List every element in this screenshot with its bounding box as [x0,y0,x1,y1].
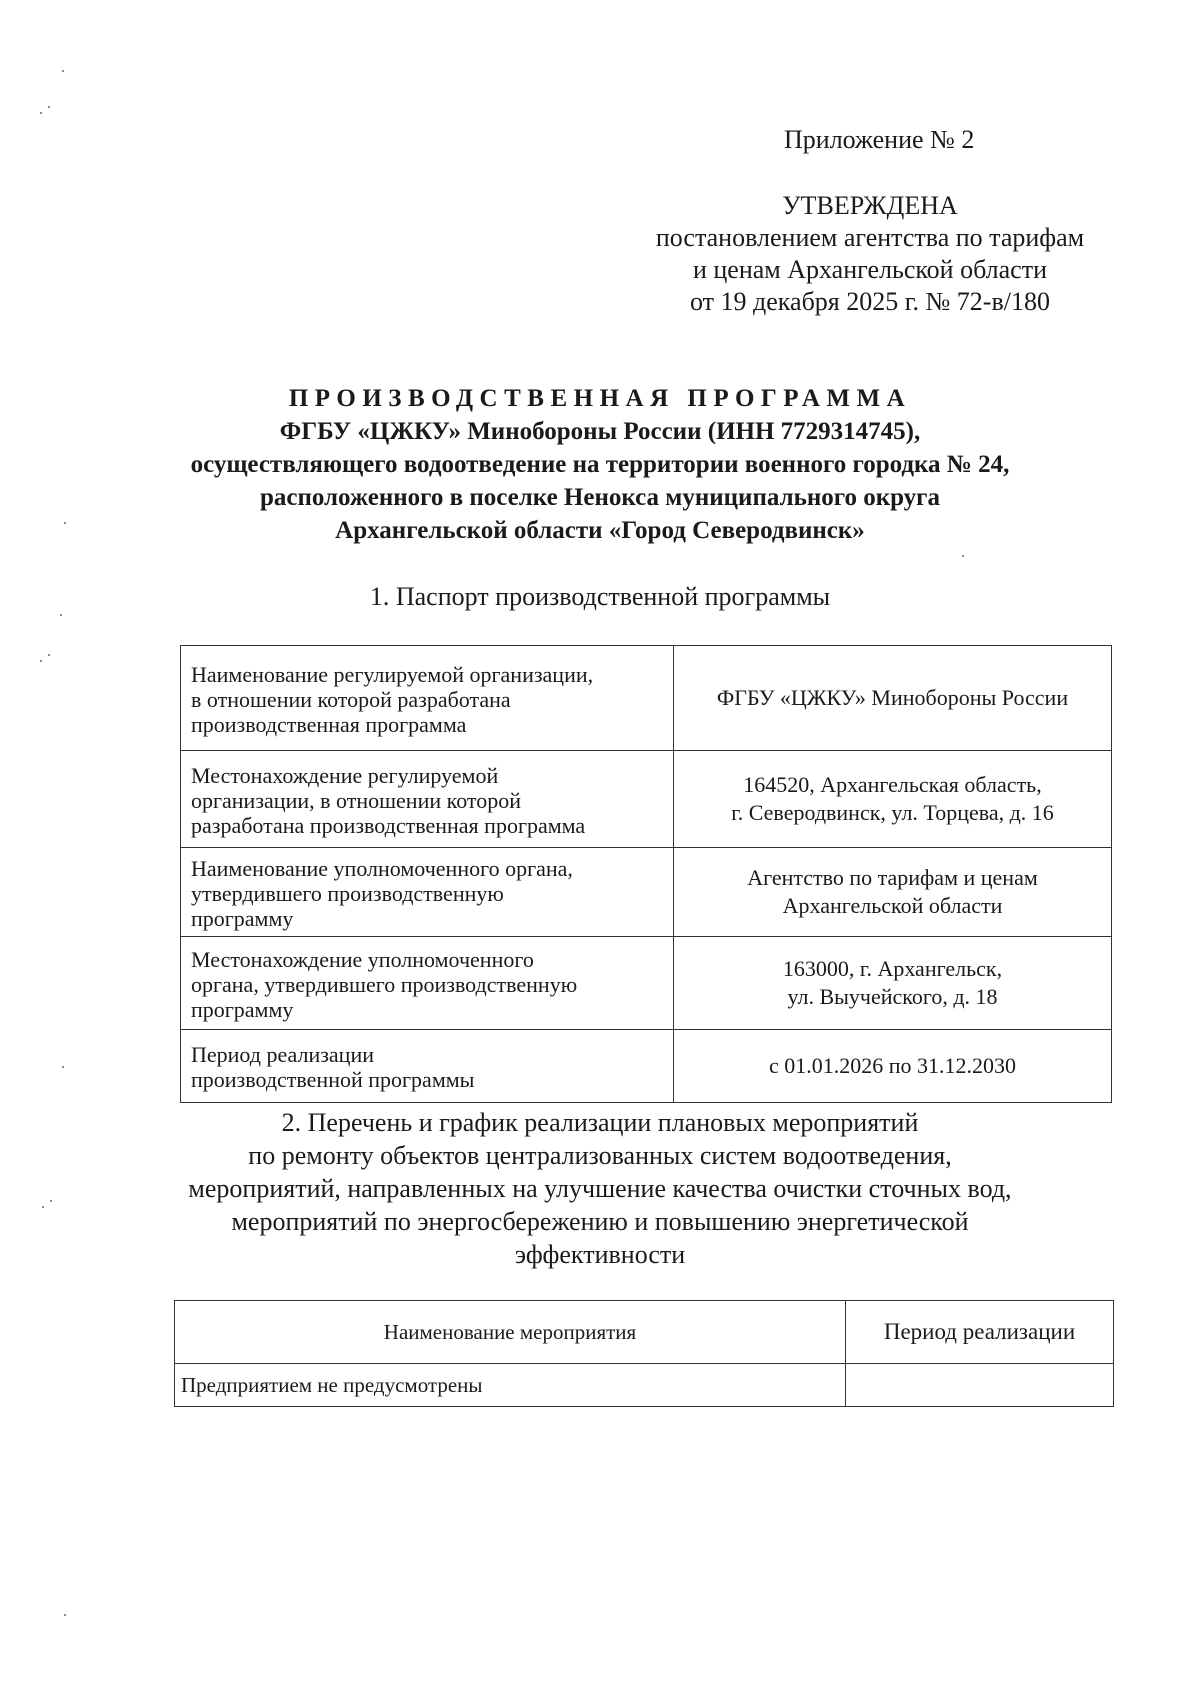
cell-text: Наименование уполномоченного органа, [191,855,573,881]
scan-speck [62,1066,64,1068]
scan-speck [62,70,64,72]
section-2-title-line: мероприятий, направленных на улучшение качества очистки сточных вод, [188,1174,1012,1203]
cell-text: Агентство по тарифам и ценам [747,865,1038,890]
cell-text: организации, в отношении которой [191,787,521,813]
scan-speck [64,522,66,524]
passport-label-cell [181,751,674,848]
cell-text: органа, утвердившего производственную [191,971,578,997]
cell-text: 164520, Архангельская область, [743,772,1042,797]
section-1-title-text: 1. Паспорт производственной программы [369,582,831,611]
scan-speck [50,1200,52,1202]
passport-value-cell [674,937,1112,1030]
section-2-title-line: эффективности [514,1240,686,1269]
title-line: Архангельской области «Город Северодвинск» [335,517,865,544]
cell-text: Наименование регулируемой организации, [191,661,594,687]
cell-text: утвердившего производственную [191,880,504,906]
scan-speck [40,660,42,662]
cell-text: производственной программы [191,1067,475,1092]
column-header-name: Наименование мероприятия [175,1301,846,1364]
scan-speck [60,614,62,616]
title-line: ПРОИЗВОДСТВЕННАЯ ПРОГРАММА [288,385,912,412]
cell-text: г. Северодвинск, ул. Торцева, д. 16 [731,800,1054,825]
passport-value-cell [674,1030,1112,1103]
document-title [140,382,1060,547]
table-row [181,848,1112,937]
passport-table [180,645,1112,1103]
event-name-cell: Предприятием не предусмотрены [175,1364,846,1407]
cell-text: Местонахождение регулируемой [191,762,499,788]
cell-text: Местонахождение уполномоченного [191,946,534,972]
approval-stamp [620,190,1120,318]
table-row [175,1364,1114,1407]
cell-text: ФГБУ «ЦЖКУ» Минобороны России [716,685,1069,710]
scan-speck [42,1206,44,1208]
cell-text: 163000, г. Архангельск, [782,956,1003,981]
cell-text: программу [191,905,294,931]
appendix-number: Приложение № 2 [784,125,975,154]
scan-speck [962,555,964,557]
passport-value-cell [674,848,1112,937]
passport-label-cell [181,937,674,1030]
passport-value-cell [674,646,1112,751]
passport-label-cell [181,1030,674,1103]
passport-value-cell [674,751,1112,848]
event-period-cell [846,1364,1114,1407]
approval-line: постановлением агентства по тарифам [655,223,1085,252]
scan-speck [40,112,42,114]
section-2-title-line: по ремонту объектов централизованных систем водоотведения, [248,1141,952,1170]
cell-text: разработана производственная программа [191,812,586,838]
approval-line: УТВЕРЖДЕНА [782,191,958,220]
scan-speck [48,106,50,108]
section-1-title [0,580,1200,613]
scan-speck [64,1614,66,1616]
cell-text: в отношении которой разработана [191,686,511,712]
cell-text: производственная программа [191,711,467,737]
scan-speck [48,654,50,656]
table-header-row [175,1301,1114,1364]
events-table [174,1300,1114,1407]
cell-text: Архангельской области [782,893,1003,918]
cell-text: с 01.01.2026 по 31.12.2030 [768,1053,1017,1078]
table-row [181,646,1112,751]
cell-text: Период реализации [191,1042,375,1067]
approval-line: и ценам Архангельской области [692,255,1048,284]
cell-text: ул. Выучейского, д. 18 [787,984,998,1009]
cell-text: программу [191,996,294,1022]
title-line: осуществляющего водоотведение на территории военного городка № 24, [190,451,1010,478]
section-2-title [0,1106,1200,1271]
column-header-period: Период реализации [846,1301,1114,1364]
table-row [181,751,1112,848]
table-row [181,1030,1112,1103]
title-line: ФГБУ «ЦЖКУ» Минобороны России (ИНН 7729314745), [279,418,921,445]
passport-label-cell [181,646,674,751]
passport-label-cell [181,848,674,937]
section-2-title-line: 2. Перечень и график реализации плановых мероприятий [281,1108,919,1137]
approval-line: от 19 декабря 2025 г. № 72-в/180 [690,287,1050,316]
table-row [181,937,1112,1030]
title-line: расположенного в поселке Ненокса муниципального округа [259,484,941,511]
section-2-title-line: мероприятий по энергосбережению и повышению энергетической [231,1207,969,1236]
